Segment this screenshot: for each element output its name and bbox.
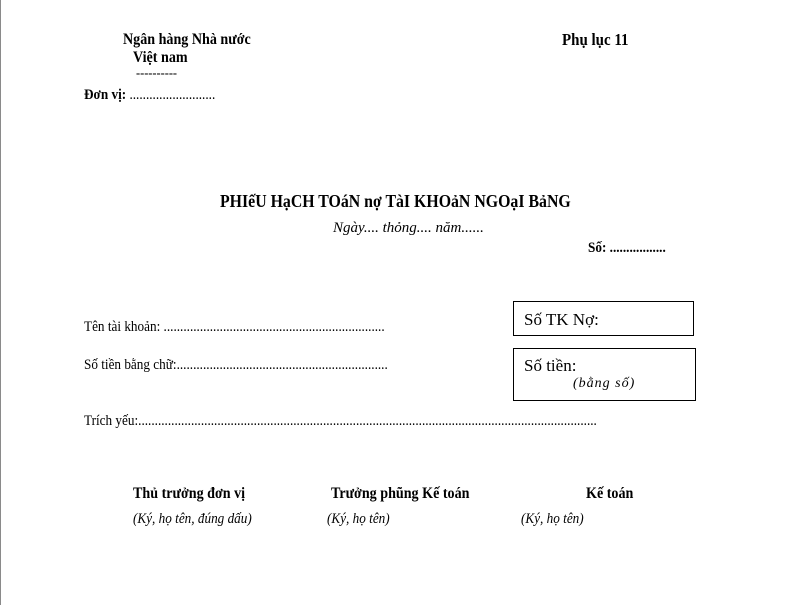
document-title: PHIếU HạCH TOáN nợ TàI KHOảN NGOạI BảNG (220, 191, 571, 211)
summary-field: Trích yếu:........................................................................................................................................... (84, 413, 597, 429)
debit-account-label: Số TK Nợ: (524, 310, 599, 329)
header-separator: ---------- (136, 66, 178, 81)
unit-field (84, 88, 215, 103)
signature-title-accountant: Kế toán (586, 485, 634, 502)
signature-note-chief-accountant: (Ký, họ tên) (327, 511, 390, 527)
number-label: Số: (588, 240, 607, 256)
debit-account-box (513, 301, 694, 336)
appendix-label: Phụ lục 11 (562, 30, 629, 49)
signature-note-head: (Ký, họ tên, đúng dấu) (133, 511, 252, 527)
bank-name-line2: Việt nam (133, 49, 188, 66)
account-name-field: Tên tài khoản: ................................................................... (84, 319, 385, 335)
amount-label: Số tiền: (524, 356, 577, 375)
bank-name-line1: Ngân hàng Nhà nước (123, 31, 251, 48)
amount-hint: (bằng số) (573, 376, 636, 391)
amount-box (513, 348, 696, 401)
unit-value: .......................... (126, 87, 216, 103)
signature-title-head: Thủ trưởng đơn vị (133, 485, 246, 502)
page-edge (0, 0, 1, 605)
signature-title-chief-accountant: Trưởng phũng Kế toán (331, 485, 470, 502)
unit-label: Đơn vị: (84, 87, 127, 103)
amount-words-field: Số tiền bằng chữ:................................................................ (84, 357, 388, 373)
signature-note-accountant: (Ký, họ tên) (521, 511, 584, 527)
date-line: Ngày.... thỏng.... năm...... (333, 220, 484, 236)
document-number (588, 241, 666, 256)
number-value: ................. (606, 240, 666, 256)
